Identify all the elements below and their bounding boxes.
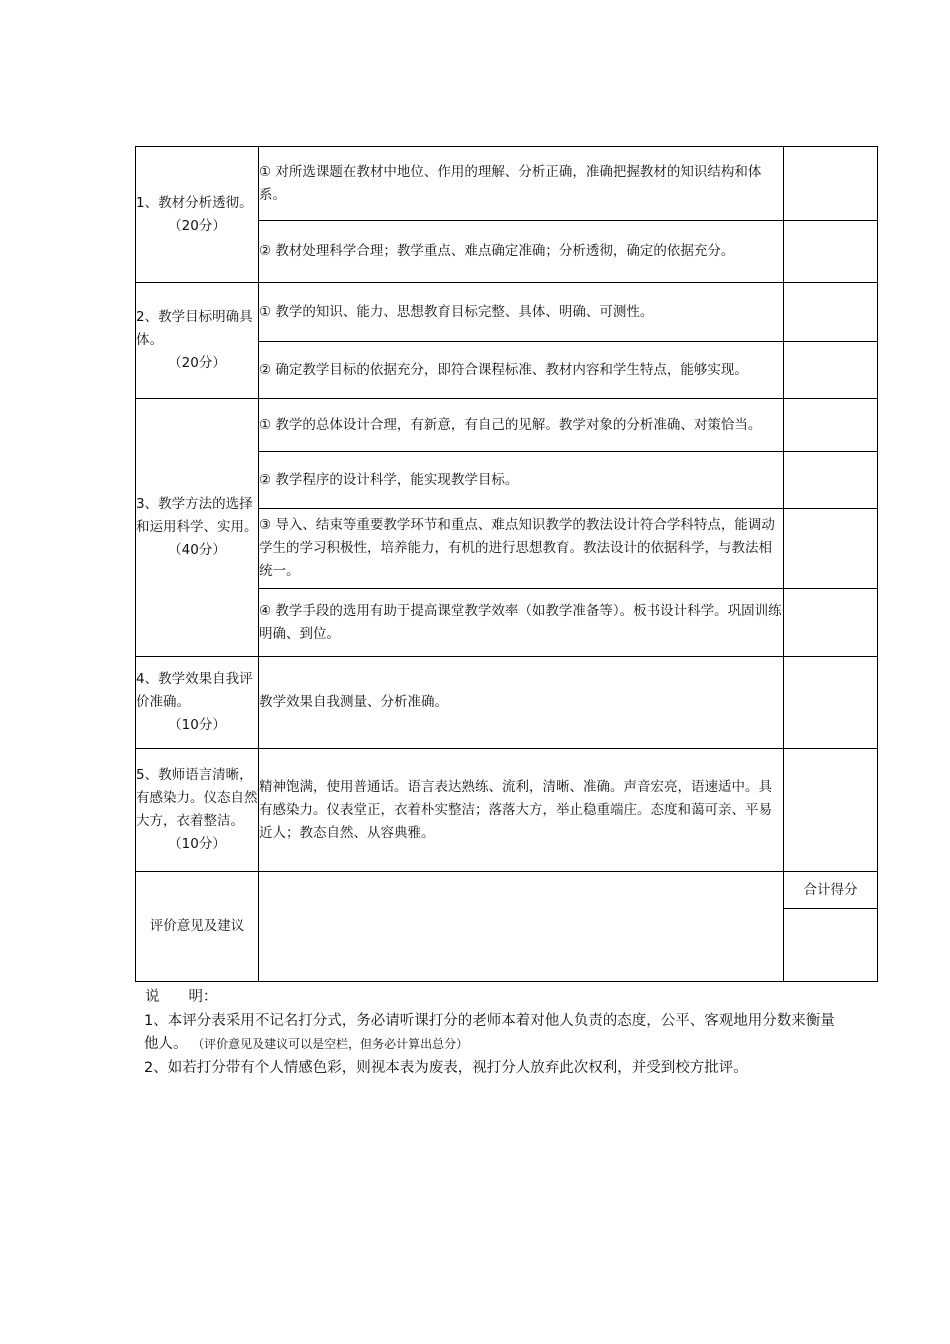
criterion-cell: ① 对所选课题在教材中地位、作用的理解、分析正确，准确把握教材的知识结构和体系。 [259,147,784,221]
instructions-title: 说 明： [145,989,218,1005]
category-label: 1、教材分析透彻。 [136,194,253,211]
evaluation-table [135,146,878,982]
category-cell [136,399,259,657]
category-cell [136,283,259,399]
table-row [136,399,878,452]
category-score: （40分） [168,542,226,558]
score-input-cell[interactable] [784,589,878,657]
criterion-cell: ② 确定教学目标的依据充分，即符合课程标准、教材内容和学生特点，能够实现。 [259,342,784,399]
score-input-cell[interactable] [784,399,878,452]
total-score-input[interactable] [784,909,878,982]
score-input-cell[interactable] [784,147,878,221]
category-cell [136,749,259,872]
score-input-cell[interactable] [784,657,878,749]
category-cell [136,657,259,749]
criterion-cell: 精神饱满，使用普通话。语言表达熟练、流利，清晰、准确。声音宏亮，语速适中。具有感染力。仪表堂正，衣着朴实整洁；落落大方，举止稳重端庄。态度和蔼可亲、平易近人；教态自然、从容典雅。 [259,749,784,872]
instruction-item-1-note: （评价意见及建议可以是空栏，但务必计算出总分） [192,1037,469,1051]
comments-label: 评价意见及建议 [136,872,259,982]
instruction-item-1 [144,1010,844,1057]
table-row [136,872,878,909]
instructions [144,986,844,1080]
instruction-item-1-text: 1、本评分表采用不记名打分式，务必请听课打分的老师本着对他人负责的态度，公平、客观地用分数来衡量他人。 [144,1012,835,1052]
category-label: 2、教学目标明确具体。 [136,309,253,348]
criterion-cell: ① 教学的总体设计合理，有新意，有自己的见解。教学对象的分析准确、对策恰当。 [259,399,784,452]
score-input-cell[interactable] [784,221,878,283]
total-score-label: 合计得分 [784,872,878,909]
category-cell [136,147,259,283]
table-row [136,283,878,342]
comments-field[interactable] [259,872,784,982]
table-row [136,147,878,221]
table-row [136,657,878,749]
score-input-cell[interactable] [784,749,878,872]
category-score: （20分） [168,355,226,371]
category-score: （10分） [168,717,226,733]
instruction-item-2: 2、如若打分带有个人情感色彩，则视本表为废表，视打分人放弃此次权利，并受到校方批评。 [144,1059,748,1076]
criterion-cell: ④ 教学手段的选用有助于提高课堂教学效率（如教学准备等）。板书设计科学。巩固训练明确、到位。 [259,589,784,657]
criterion-cell: ② 教学程序的设计科学，能实现教学目标。 [259,452,784,509]
category-label: 3、教学方法的选择和运用科学、实用。 [136,496,258,535]
score-input-cell[interactable] [784,342,878,399]
criterion-cell: ① 教学的知识、能力、思想教育目标完整、具体、明确、可测性。 [259,283,784,342]
category-score: （20分） [168,217,226,234]
score-input-cell[interactable] [784,509,878,589]
criterion-cell: 教学效果自我测量、分析准确。 [259,657,784,749]
score-input-cell[interactable] [784,283,878,342]
category-label: 4、教学效果自我评价准确。 [136,671,253,710]
category-label: 5、教师语言清晰，有感染力。仪态自然大方，衣着整洁。 [136,767,258,829]
criterion-cell: ② 教材处理科学合理；教学重点、难点确定准确；分析透彻，确定的依据充分。 [259,221,784,283]
table-row [136,749,878,872]
score-input-cell[interactable] [784,452,878,509]
criterion-cell: ③ 导入、结束等重要教学环节和重点、难点知识教学的教法设计符合学科特点，能调动学生的学习积极性，培养能力，有机的进行思想教育。教法设计的依据科学，与教法相统一。 [259,509,784,589]
category-score: （10分） [168,836,226,852]
